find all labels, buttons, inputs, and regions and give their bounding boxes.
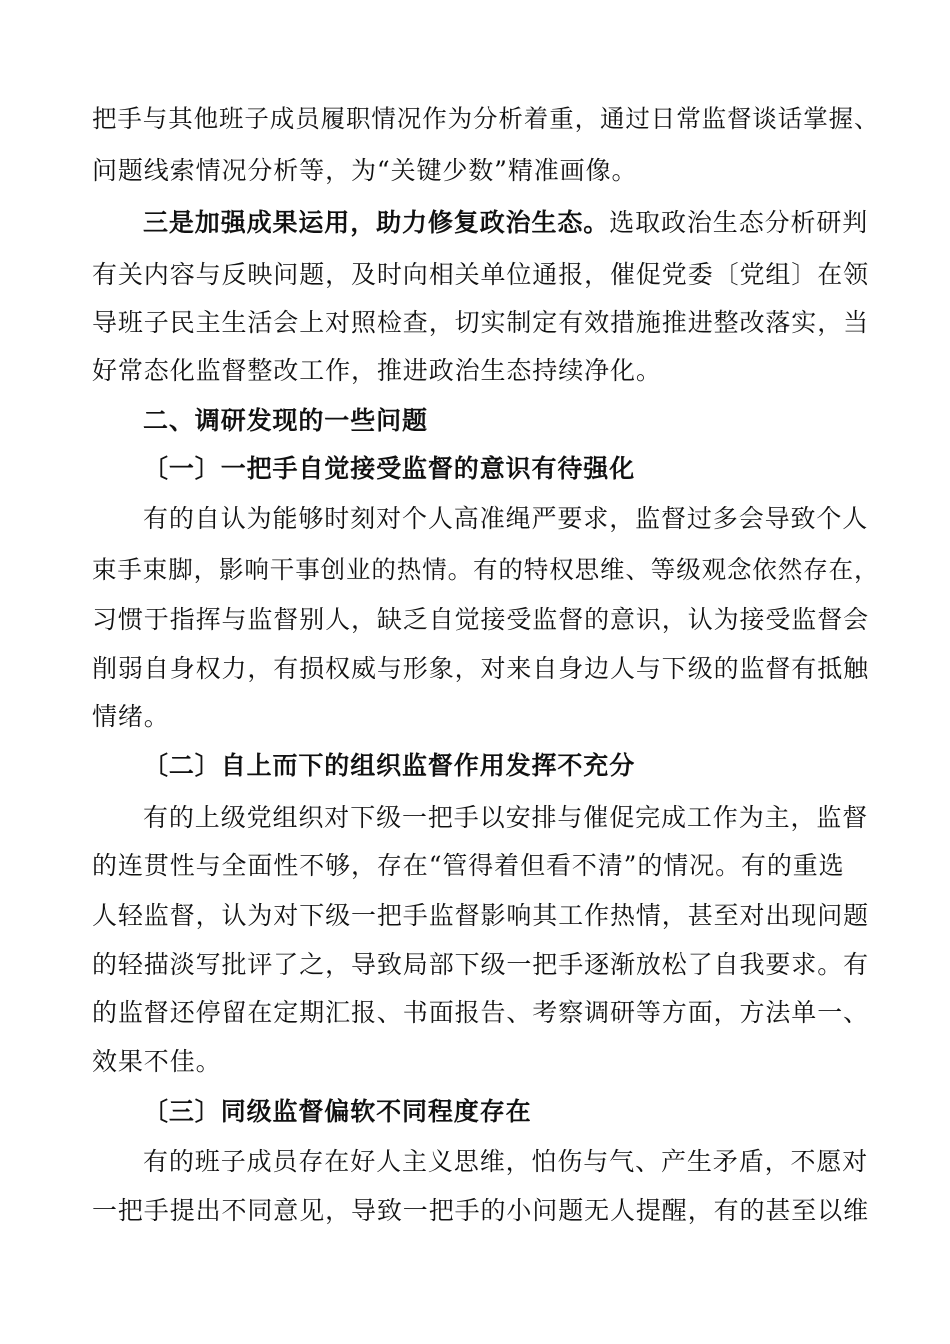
body-text-line: 一把手提出不同意见，导致一把手的小问题无人提醒，有的甚至以维 [92,1196,870,1225]
body-text-line: 有的上级党组织对下级一把手以安排与催促完成工作为主，监督 [143,803,869,832]
body-text-line: 习惯于指挥与监督别人，缺乏自觉接受监督的意识，认为接受监督会 [92,605,870,634]
body-text-line: 有的班子成员存在好人主义思维，怕伤与气、产生矛盾，不愿对 [143,1147,869,1176]
lead-sentence: 三是加强成果运用，助力修复政治生态。 [143,208,610,237]
subsection-heading: 〔二〕自上而下的组织监督作用发挥不充分 [143,751,636,780]
body-text-line: 好常态化监督整改工作，推进政治生态持续净化。 [92,356,662,385]
body-text-line: 的监督还停留在定期汇报、书面报告、考察调研等方面，方法单一、 [92,998,870,1027]
body-text-line: 人轻监督，认为对下级一把手监督影响其工作热情，甚至对出现问题 [92,901,870,930]
body-text-line: 削弱自身权力，有损权威与形象，对来自身边人与下级的监督有抵触 [92,654,870,683]
body-text: 选取政治生态分析研判 [609,208,869,237]
subsection-heading: 〔三〕同级监督偏软不同程度存在 [143,1097,532,1126]
subsection-heading: 〔一〕一把手自觉接受监督的意识有待强化 [143,454,636,483]
body-text-line: 有的自认为能够时刻对个人高准绳严要求，监督过多会导致个人 [143,504,869,533]
body-text-line: 导班子民主生活会上对照检查，切实制定有效措施推进整改落实，当 [92,308,870,337]
body-text-line: 问题线索情况分析等，为“关键少数”精准画像。 [92,156,638,185]
body-text-line: 效果不佳。 [92,1047,222,1076]
body-text-line: 把手与其他班子成员履职情况作为分析着重，通过日常监督谈话掌握、 [92,104,880,133]
body-text-line: 情绪。 [92,702,170,731]
section-heading: 二、调研发现的一些问题 [143,406,428,435]
body-text-line: 的轻描淡写批评了之，导致局部下级一把手逐渐放松了自我要求。有 [92,950,870,979]
body-text-line: 的连贯性与全面性不够，存在“管得着但看不清”的情况。有的重选 [92,851,845,880]
body-text-line: 束手束脚，影响干事创业的热情。有的特权思维、等级观念依然存在， [92,555,880,584]
body-text-line: 有关内容与反映问题，及时向相关单位通报，催促党委〔党组〕在领 [92,260,870,289]
paragraph-first-line [143,206,868,240]
